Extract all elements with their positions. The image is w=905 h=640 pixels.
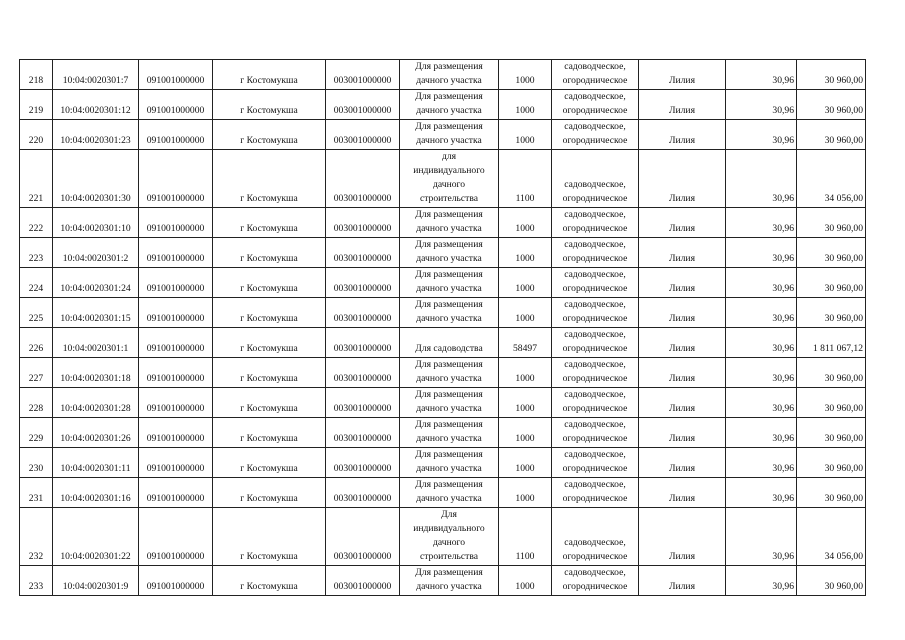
- oktmo-code-cell: 003001000000: [326, 418, 400, 448]
- permitted-use-cell: [400, 448, 499, 478]
- organization-cell: Лилия: [639, 120, 726, 150]
- organization-cell: Лилия: [639, 238, 726, 268]
- organization-cell: Лилия: [639, 388, 726, 418]
- organization-cell: Лилия: [639, 478, 726, 508]
- permitted-use-cell: [400, 478, 499, 508]
- row-number-cell: 231: [20, 478, 53, 508]
- land-category-cell: [552, 268, 639, 298]
- row-number-cell: 225: [20, 298, 53, 328]
- row-number-cell: 220: [20, 120, 53, 150]
- oktmo-code-cell: 003001000000: [326, 566, 400, 596]
- cadastral-number-cell: 10:04:0020301:18: [53, 358, 139, 388]
- oktmo-code-cell: 003001000000: [326, 268, 400, 298]
- locality-cell: г Костомукша: [213, 208, 326, 238]
- permitted-use-cell: [400, 508, 499, 566]
- okato-code-cell: 091001000000: [139, 566, 213, 596]
- table-row: [20, 566, 866, 596]
- organization-cell: Лилия: [639, 508, 726, 566]
- locality-cell: г Костомукша: [213, 508, 326, 566]
- cadastral-value-cell: 34 056,00: [797, 150, 866, 208]
- locality-cell: г Костомукша: [213, 448, 326, 478]
- permitted-use-cell: [400, 60, 499, 90]
- cadastral-number-cell: 10:04:0020301:16: [53, 478, 139, 508]
- permitted-use-cell: [400, 358, 499, 388]
- land-category-line: огородническое: [562, 493, 628, 504]
- cadastral-value-cell: 30 960,00: [797, 298, 866, 328]
- locality-cell: г Костомукша: [213, 328, 326, 358]
- land-category-line: огородническое: [562, 135, 628, 146]
- specific-value-cell: 30,96: [726, 60, 797, 90]
- okato-code-cell: 091001000000: [139, 208, 213, 238]
- table-row: [20, 328, 866, 358]
- oktmo-code-cell: 003001000000: [326, 120, 400, 150]
- permitted-use-line: Для размещения: [415, 359, 483, 370]
- land-category-cell: [552, 388, 639, 418]
- land-category-line: огородническое: [562, 313, 628, 324]
- land-category-line: садоводческое,: [564, 179, 626, 190]
- land-category-cell: [552, 60, 639, 90]
- row-number-cell: 218: [20, 60, 53, 90]
- land-category-cell: [552, 508, 639, 566]
- table-row: [20, 268, 866, 298]
- okato-code-cell: 091001000000: [139, 150, 213, 208]
- row-number-cell: 219: [20, 90, 53, 120]
- oktmo-code-cell: 003001000000: [326, 60, 400, 90]
- organization-cell: Лилия: [639, 298, 726, 328]
- land-category-line: огородническое: [562, 253, 628, 264]
- locality-cell: г Костомукша: [213, 60, 326, 90]
- cadastral-number-cell: 10:04:0020301:28: [53, 388, 139, 418]
- permitted-use-line: дачного участка: [416, 223, 482, 234]
- land-category-line: садоводческое,: [564, 121, 626, 132]
- cadastral-value-cell: 30 960,00: [797, 60, 866, 90]
- cadastral-number-cell: 10:04:0020301:7: [53, 60, 139, 90]
- permitted-use-line: Для размещения: [415, 121, 483, 132]
- land-category-line: садоводческое,: [564, 239, 626, 250]
- land-category-cell: [552, 208, 639, 238]
- okato-code-cell: 091001000000: [139, 448, 213, 478]
- permitted-use-line: дачного участка: [416, 135, 482, 146]
- locality-cell: г Костомукша: [213, 150, 326, 208]
- cadastral-number-cell: 10:04:0020301:2: [53, 238, 139, 268]
- permitted-use-line: дачного участка: [416, 313, 482, 324]
- locality-cell: г Костомукша: [213, 238, 326, 268]
- permitted-use-line: дачного участка: [416, 75, 482, 86]
- land-category-line: огородническое: [562, 105, 628, 116]
- specific-value-cell: 30,96: [726, 388, 797, 418]
- table-row: [20, 478, 866, 508]
- area-cell: 1000: [499, 358, 552, 388]
- specific-value-cell: 30,96: [726, 268, 797, 298]
- land-category-cell: [552, 238, 639, 268]
- land-category-line: садоводческое,: [564, 299, 626, 310]
- organization-cell: Лилия: [639, 358, 726, 388]
- area-cell: 1000: [499, 238, 552, 268]
- land-category-cell: [552, 418, 639, 448]
- permitted-use-line: Для размещения: [415, 479, 483, 490]
- specific-value-cell: 30,96: [726, 566, 797, 596]
- land-category-line: садоводческое,: [564, 567, 626, 578]
- specific-value-cell: 30,96: [726, 478, 797, 508]
- locality-cell: г Костомукша: [213, 298, 326, 328]
- land-category-line: садоводческое,: [564, 537, 626, 548]
- cadastral-number-cell: 10:04:0020301:12: [53, 90, 139, 120]
- permitted-use-line: Для размещения: [415, 299, 483, 310]
- land-category-line: огородническое: [562, 433, 628, 444]
- land-category-line: огородническое: [562, 223, 628, 234]
- table-row: [20, 238, 866, 268]
- oktmo-code-cell: 003001000000: [326, 448, 400, 478]
- permitted-use-line: Для размещения: [415, 269, 483, 280]
- permitted-use-cell: [400, 238, 499, 268]
- cadastral-value-cell: 30 960,00: [797, 388, 866, 418]
- land-category-cell: [552, 150, 639, 208]
- cadastral-value-cell: 1 811 067,12: [797, 328, 866, 358]
- permitted-use-cell: [400, 120, 499, 150]
- locality-cell: г Костомукша: [213, 388, 326, 418]
- land-category-cell: [552, 566, 639, 596]
- cadastral-value-cell: 34 056,00: [797, 508, 866, 566]
- okato-code-cell: 091001000000: [139, 508, 213, 566]
- permitted-use-cell: [400, 90, 499, 120]
- oktmo-code-cell: 003001000000: [326, 208, 400, 238]
- table-row: [20, 60, 866, 90]
- specific-value-cell: 30,96: [726, 90, 797, 120]
- okato-code-cell: 091001000000: [139, 90, 213, 120]
- cadastral-number-cell: 10:04:0020301:15: [53, 298, 139, 328]
- permitted-use-line: дачного участка: [416, 493, 482, 504]
- okato-code-cell: 091001000000: [139, 298, 213, 328]
- cadastral-value-cell: 30 960,00: [797, 238, 866, 268]
- okato-code-cell: 091001000000: [139, 418, 213, 448]
- cadastral-number-cell: 10:04:0020301:24: [53, 268, 139, 298]
- cadastral-number-cell: 10:04:0020301:9: [53, 566, 139, 596]
- organization-cell: Лилия: [639, 448, 726, 478]
- land-category-line: садоводческое,: [564, 269, 626, 280]
- permitted-use-line: строительства: [419, 193, 479, 204]
- land-category-line: огородническое: [562, 75, 628, 86]
- area-cell: 1000: [499, 90, 552, 120]
- organization-cell: Лилия: [639, 566, 726, 596]
- locality-cell: г Костомукша: [213, 268, 326, 298]
- area-cell: 1000: [499, 208, 552, 238]
- okato-code-cell: 091001000000: [139, 268, 213, 298]
- organization-cell: Лилия: [639, 60, 726, 90]
- specific-value-cell: 30,96: [726, 298, 797, 328]
- land-category-line: садоводческое,: [564, 359, 626, 370]
- land-category-cell: [552, 298, 639, 328]
- land-category-line: садоводческое,: [564, 449, 626, 460]
- row-number-cell: 226: [20, 328, 53, 358]
- permitted-use-line: индивидуального: [413, 165, 485, 176]
- oktmo-code-cell: 003001000000: [326, 328, 400, 358]
- permitted-use-cell: [400, 298, 499, 328]
- cadastral-value-cell: 30 960,00: [797, 418, 866, 448]
- land-plots-table: [19, 59, 866, 596]
- permitted-use-line: Для размещения: [415, 91, 483, 102]
- cadastral-value-cell: 30 960,00: [797, 268, 866, 298]
- permitted-use-line: Для размещения: [415, 419, 483, 430]
- permitted-use-cell: [400, 208, 499, 238]
- land-category-line: садоводческое,: [564, 329, 626, 340]
- row-number-cell: 227: [20, 358, 53, 388]
- permitted-use-line: дачного участка: [416, 463, 482, 474]
- locality-cell: г Костомукша: [213, 418, 326, 448]
- permitted-use-line: Для размещения: [415, 61, 483, 72]
- permitted-use-line: Для размещения: [415, 209, 483, 220]
- area-cell: 1000: [499, 388, 552, 418]
- locality-cell: г Костомукша: [213, 358, 326, 388]
- area-cell: 1000: [499, 448, 552, 478]
- specific-value-cell: 30,96: [726, 238, 797, 268]
- permitted-use-line: индивидуального: [413, 523, 485, 534]
- oktmo-code-cell: 003001000000: [326, 298, 400, 328]
- oktmo-code-cell: 003001000000: [326, 358, 400, 388]
- table-row: [20, 418, 866, 448]
- land-category-cell: [552, 478, 639, 508]
- area-cell: 1100: [499, 150, 552, 208]
- locality-cell: г Костомукша: [213, 566, 326, 596]
- specific-value-cell: 30,96: [726, 508, 797, 566]
- area-cell: 1100: [499, 508, 552, 566]
- specific-value-cell: 30,96: [726, 358, 797, 388]
- row-number-cell: 224: [20, 268, 53, 298]
- permitted-use-line: дачного: [432, 179, 465, 190]
- organization-cell: Лилия: [639, 418, 726, 448]
- oktmo-code-cell: 003001000000: [326, 238, 400, 268]
- land-category-line: огородническое: [562, 283, 628, 294]
- permitted-use-line: Для садоводства: [415, 343, 483, 354]
- okato-code-cell: 091001000000: [139, 238, 213, 268]
- area-cell: 58497: [499, 328, 552, 358]
- land-category-line: огородническое: [562, 463, 628, 474]
- okato-code-cell: 091001000000: [139, 120, 213, 150]
- land-category-cell: [552, 448, 639, 478]
- cadastral-number-cell: 10:04:0020301:10: [53, 208, 139, 238]
- land-category-cell: [552, 358, 639, 388]
- specific-value-cell: 30,96: [726, 150, 797, 208]
- land-category-line: огородническое: [562, 403, 628, 414]
- area-cell: 1000: [499, 566, 552, 596]
- cadastral-number-cell: 10:04:0020301:23: [53, 120, 139, 150]
- specific-value-cell: 30,96: [726, 328, 797, 358]
- permitted-use-line: дачного участка: [416, 403, 482, 414]
- okato-code-cell: 091001000000: [139, 478, 213, 508]
- row-number-cell: 230: [20, 448, 53, 478]
- cadastral-number-cell: 10:04:0020301:22: [53, 508, 139, 566]
- permitted-use-line: дачного участка: [416, 581, 482, 592]
- table-row: [20, 508, 866, 566]
- okato-code-cell: 091001000000: [139, 60, 213, 90]
- area-cell: 1000: [499, 298, 552, 328]
- table-row: [20, 388, 866, 418]
- permitted-use-line: Для размещения: [415, 449, 483, 460]
- row-number-cell: 232: [20, 508, 53, 566]
- oktmo-code-cell: 003001000000: [326, 388, 400, 418]
- permitted-use-line: дачного участка: [416, 283, 482, 294]
- land-category-line: садоводческое,: [564, 61, 626, 72]
- land-category-line: огородническое: [562, 581, 628, 592]
- locality-cell: г Костомукша: [213, 120, 326, 150]
- cadastral-value-cell: 30 960,00: [797, 566, 866, 596]
- permitted-use-line: для: [441, 151, 457, 162]
- table-body: [20, 60, 866, 596]
- land-category-line: огородническое: [562, 343, 628, 354]
- organization-cell: Лилия: [639, 208, 726, 238]
- permitted-use-cell: [400, 418, 499, 448]
- row-number-cell: 222: [20, 208, 53, 238]
- land-category-cell: [552, 328, 639, 358]
- oktmo-code-cell: 003001000000: [326, 508, 400, 566]
- oktmo-code-cell: 003001000000: [326, 90, 400, 120]
- table-row: [20, 298, 866, 328]
- oktmo-code-cell: 003001000000: [326, 150, 400, 208]
- area-cell: 1000: [499, 418, 552, 448]
- cadastral-value-cell: 30 960,00: [797, 120, 866, 150]
- cadastral-number-cell: 10:04:0020301:1: [53, 328, 139, 358]
- okato-code-cell: 091001000000: [139, 328, 213, 358]
- row-number-cell: 223: [20, 238, 53, 268]
- land-category-cell: [552, 120, 639, 150]
- table-row: [20, 448, 866, 478]
- table-row: [20, 90, 866, 120]
- oktmo-code-cell: 003001000000: [326, 478, 400, 508]
- cadastral-value-cell: 30 960,00: [797, 478, 866, 508]
- permitted-use-cell: [400, 150, 499, 208]
- okato-code-cell: 091001000000: [139, 358, 213, 388]
- specific-value-cell: 30,96: [726, 448, 797, 478]
- okato-code-cell: 091001000000: [139, 388, 213, 418]
- specific-value-cell: 30,96: [726, 120, 797, 150]
- table-row: [20, 358, 866, 388]
- organization-cell: Лилия: [639, 150, 726, 208]
- cadastral-value-cell: 30 960,00: [797, 358, 866, 388]
- area-cell: 1000: [499, 268, 552, 298]
- permitted-use-cell: [400, 268, 499, 298]
- land-category-line: садоводческое,: [564, 479, 626, 490]
- land-category-line: садоводческое,: [564, 91, 626, 102]
- table-row: [20, 208, 866, 238]
- permitted-use-line: Для: [441, 509, 457, 520]
- permitted-use-line: строительства: [419, 551, 479, 562]
- area-cell: 1000: [499, 478, 552, 508]
- permitted-use-line: Для размещения: [415, 389, 483, 400]
- permitted-use-line: дачного участка: [416, 253, 482, 264]
- row-number-cell: 229: [20, 418, 53, 448]
- cadastral-value-cell: 30 960,00: [797, 448, 866, 478]
- land-category-cell: [552, 90, 639, 120]
- land-category-line: огородническое: [562, 373, 628, 384]
- cadastral-number-cell: 10:04:0020301:11: [53, 448, 139, 478]
- land-category-line: огородническое: [562, 193, 628, 204]
- permitted-use-line: Для размещения: [415, 239, 483, 250]
- table-row: [20, 150, 866, 208]
- permitted-use-cell: [400, 566, 499, 596]
- specific-value-cell: 30,96: [726, 208, 797, 238]
- specific-value-cell: 30,96: [726, 418, 797, 448]
- land-category-line: огородническое: [562, 551, 628, 562]
- land-category-line: садоводческое,: [564, 389, 626, 400]
- organization-cell: Лилия: [639, 268, 726, 298]
- permitted-use-line: дачного участка: [416, 373, 482, 384]
- land-category-line: садоводческое,: [564, 209, 626, 220]
- land-category-line: садоводческое,: [564, 419, 626, 430]
- table-row: [20, 120, 866, 150]
- permitted-use-cell: [400, 388, 499, 418]
- cadastral-number-cell: 10:04:0020301:30: [53, 150, 139, 208]
- cadastral-value-cell: 30 960,00: [797, 90, 866, 120]
- organization-cell: Лилия: [639, 90, 726, 120]
- cadastral-number-cell: 10:04:0020301:26: [53, 418, 139, 448]
- permitted-use-line: дачного участка: [416, 105, 482, 116]
- permitted-use-line: дачного участка: [416, 433, 482, 444]
- row-number-cell: 233: [20, 566, 53, 596]
- permitted-use-line: Для размещения: [415, 567, 483, 578]
- permitted-use-line: дачного: [432, 537, 465, 548]
- organization-cell: Лилия: [639, 328, 726, 358]
- locality-cell: г Костомукша: [213, 90, 326, 120]
- row-number-cell: 221: [20, 150, 53, 208]
- area-cell: 1000: [499, 60, 552, 90]
- row-number-cell: 228: [20, 388, 53, 418]
- cadastral-value-cell: 30 960,00: [797, 208, 866, 238]
- permitted-use-cell: [400, 328, 499, 358]
- locality-cell: г Костомукша: [213, 478, 326, 508]
- area-cell: 1000: [499, 120, 552, 150]
